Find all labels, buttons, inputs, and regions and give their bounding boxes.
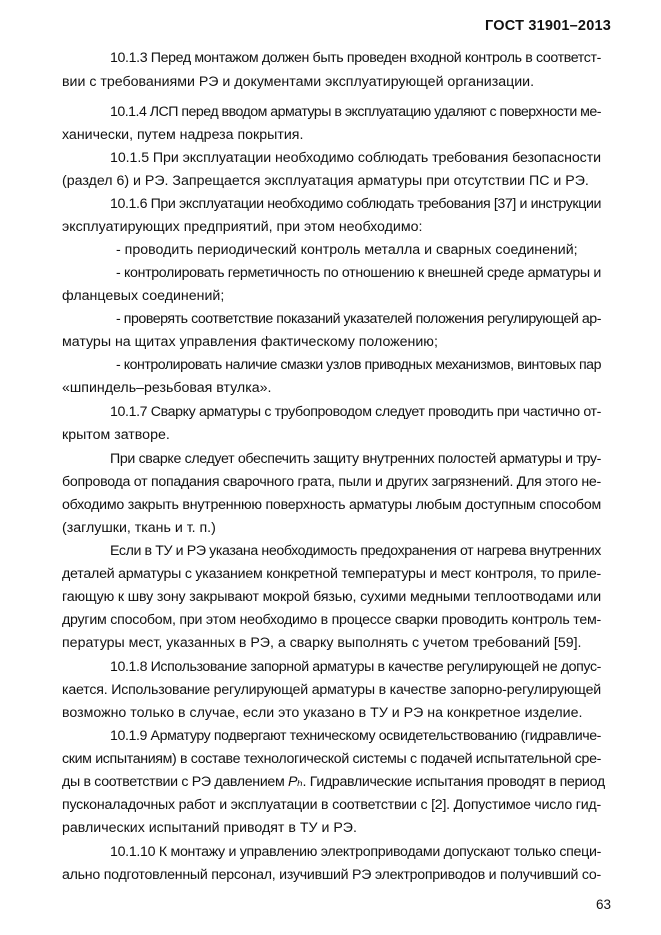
text-line <box>62 774 605 791</box>
text-line: пусконаладочных работ и эксплуатации в соответствии с [2]. Допустимое число гид- <box>62 797 601 813</box>
text-line: (раздел 6) и РЭ. Запрещается эксплуатация арматуры при отсутствии ПС и РЭ. <box>62 173 589 189</box>
text-line: 10.1.9 Арматуру подвергают техническому освидетельствованию (гидравличе- <box>110 728 601 744</box>
text-line: эксплуатирующих предприятий, при этом необходимо: <box>62 219 423 235</box>
list-item: - проверять соответствие показаний указателей положения регулирующей ар- <box>116 311 601 327</box>
text-line: ально подготовленный персонал, изучивший РЭ электроприводов и получивший со- <box>62 867 601 883</box>
text-line: деталей арматуры с указанием конкретной температуры и мест контроля, то приле- <box>62 566 601 582</box>
pressure-symbol: Pₕ <box>288 774 303 790</box>
list-item: - контролировать герметичность по отношению к внешней среде арматуры и <box>116 265 601 281</box>
text-line: Если в ТУ и РЭ указана необходимость предохранения от нагрева внутренних <box>110 543 601 559</box>
text-line: вии с требованиями РЭ и документами эксплуатирующей организации. <box>62 74 535 90</box>
text-line: 10.1.10 К монтажу и управлению электроприводами допускают только специ- <box>110 844 601 860</box>
text-line: гающую к шву зону закрывают мокрой бязью, сухими медными теплоотводами или <box>62 589 601 605</box>
text-line: (заглушки, ткань и т. п.) <box>62 520 216 536</box>
text-line: кается. Использование регулирующей арматуры в качестве запорно-регулирующей <box>62 682 601 698</box>
text-line: 10.1.7 Сварку арматуры с трубопроводом следует проводить при частично от- <box>110 404 601 420</box>
text-line: ханически, путем надреза покрытия. <box>62 127 304 143</box>
page-number: 63 <box>595 897 611 912</box>
list-item: - проводить периодический контроль металла и сварных соединений; <box>116 242 578 258</box>
document-header-standard-id: ГОСТ 31901–2013 <box>485 18 611 34</box>
text-line: обходимо закрыть внутреннюю поверхность арматуры любым доступным способом <box>62 497 602 513</box>
text-line: 10.1.6 При эксплуатации необходимо соблюдать требования [37] и инструкции <box>110 196 602 212</box>
text-line: фланцевых соединений; <box>62 288 225 304</box>
text-fragment: ды в соответствии с РЭ давлением <box>62 774 285 790</box>
text-line: 10.1.3 Перед монтажом должен быть проведен входной контроль в соответст- <box>110 50 601 66</box>
text-line: пературы мест, указанных в РЭ, а сварку выполнять с учетом требований [59]. <box>62 635 582 651</box>
text-line: 10.1.5 При эксплуатации необходимо соблюдать требования безопасности <box>110 150 601 166</box>
text-line: матуры на щитах управления фактическому положению; <box>62 334 438 350</box>
text-line: равлических испытаний приводят в ТУ и РЭ. <box>62 820 357 836</box>
text-line: «шпиндель–резьбовая втулка». <box>62 380 272 396</box>
text-line: При сварке следует обеспечить защиту внутренних полостей арматуры и тру- <box>110 451 601 467</box>
text-line: 10.1.8 Использование запорной арматуры в качестве регулирующей не допус- <box>110 659 601 675</box>
text-line: бопровода от попадания сварочного грата, пыли и других загрязнений. Для этого не- <box>62 474 601 490</box>
text-line: крытом затворе. <box>62 427 170 443</box>
text-line: другим способом, при этом необходимо в процессе сварки проводить контроль тем- <box>62 612 601 628</box>
text-line: возможно только в случае, если это указано в ТУ и РЭ на конкретное изделие. <box>62 705 583 721</box>
text-fragment: . Гидравлические испытания проводят в период <box>302 774 605 790</box>
list-item: - контролировать наличие смазки узлов приводных механизмов, винтовых пар <box>116 357 601 373</box>
text-line: ским испытаниям) в составе технологической системы с подачей испытательной сре- <box>62 751 601 767</box>
text-line: 10.1.4 ЛСП перед вводом арматуры в эксплуатацию удаляют с поверхности ме- <box>110 104 601 120</box>
